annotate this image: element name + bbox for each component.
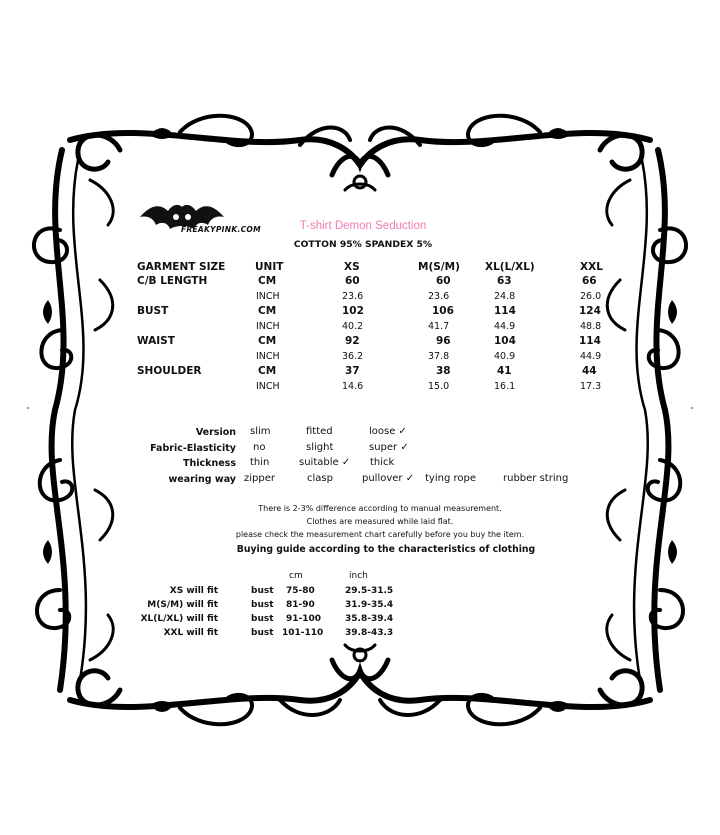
attr-label-wearing-way: wearing way — [168, 474, 236, 485]
table-cell: 14.6 — [342, 381, 364, 392]
attr-label-version: Version — [195, 427, 236, 438]
table-cell: 44.9 — [580, 351, 602, 362]
table-cell: 15.0 — [428, 381, 450, 392]
unit-cm: CM — [258, 275, 277, 287]
table-cell: 24.8 — [494, 291, 516, 302]
table-header-m: M(S/M) — [418, 261, 460, 273]
table-cell: 37.8 — [428, 351, 450, 362]
table-header-xl: XL(L/XL) — [485, 261, 535, 273]
attr-label-thickness: Thickness — [183, 458, 236, 469]
attr-option-selected: loose ✓ — [369, 426, 407, 437]
attr-option: slight — [306, 442, 334, 453]
table-cell: 44.9 — [494, 321, 516, 332]
unit-inch: INCH — [256, 291, 280, 302]
table-cell: 44 — [582, 365, 597, 377]
edge-mark-right: " — [690, 406, 694, 415]
unit-cm: CM — [258, 305, 277, 317]
guide-cell: 91-100 — [286, 614, 322, 624]
table-header-unit: UNIT — [255, 261, 284, 273]
guide-cell: bust — [251, 628, 274, 638]
attr-option-selected: super ✓ — [369, 442, 409, 453]
table-cell: 60 — [345, 275, 360, 287]
table-cell: 124 — [579, 305, 601, 317]
table-cell: 40.2 — [342, 321, 364, 332]
note-line: There is 2-3% difference according to manual measurement. — [258, 504, 502, 513]
attr-option: clasp — [307, 473, 333, 484]
guide-cell: bust — [251, 614, 274, 624]
attr-option: zipper — [244, 473, 275, 484]
attr-option: thick — [370, 457, 395, 468]
table-cell: 41.7 — [428, 321, 450, 332]
table-cell: 92 — [345, 335, 360, 347]
attr-option: tying rope — [425, 473, 476, 484]
guide-row-label: M(S/M) will fit — [147, 600, 218, 610]
note-line: Clothes are measured while laid flat. — [306, 517, 454, 526]
note-line: please check the measurement chart carefully before you buy the item. — [235, 530, 525, 539]
attr-option: rubber string — [503, 473, 569, 484]
table-cell: 36.2 — [342, 351, 364, 362]
guide-cell: bust — [251, 600, 274, 610]
guide-cell: 35.8-39.4 — [345, 614, 394, 624]
product-title: T-shirt Demon Seduction — [299, 220, 427, 232]
table-cell: 41 — [497, 365, 512, 377]
guide-row-label: XL(L/XL) will fit — [140, 614, 218, 624]
attr-option: slim — [250, 426, 271, 437]
guide-cell: bust — [251, 586, 274, 596]
table-cell: 23.6 — [428, 291, 450, 302]
table-header-xxl: XXL — [580, 261, 603, 273]
guide-cell: 39.8-43.3 — [345, 628, 394, 638]
table-cell: 23.6 — [342, 291, 364, 302]
row-label-shoulder: SHOULDER — [137, 365, 202, 377]
guide-cell: 31.9-35.4 — [345, 600, 394, 610]
unit-inch: INCH — [256, 351, 280, 362]
guide-row-label: XXL will fit — [163, 628, 218, 638]
material-composition: COTTON 95% SPANDEX 5% — [293, 239, 433, 250]
guide-cell: 101-110 — [282, 628, 324, 638]
attr-option-selected: pullover ✓ — [362, 473, 415, 484]
table-cell: 104 — [494, 335, 516, 347]
table-cell: 16.1 — [494, 381, 516, 392]
table-cell: 96 — [436, 335, 451, 347]
edge-mark-left: " — [26, 406, 30, 415]
table-cell: 48.8 — [580, 321, 602, 332]
table-cell: 114 — [579, 335, 601, 347]
attr-option-selected: suitable ✓ — [299, 457, 351, 468]
table-cell: 102 — [342, 305, 364, 317]
unit-cm: CM — [258, 365, 277, 377]
row-label-bust: BUST — [137, 305, 169, 317]
table-cell: 38 — [436, 365, 451, 377]
table-cell: 114 — [494, 305, 516, 317]
unit-cm: CM — [258, 335, 277, 347]
row-label-waist: WAIST — [137, 335, 175, 347]
table-cell: 63 — [497, 275, 512, 287]
guide-header-cm: cm — [289, 571, 303, 581]
table-cell: 40.9 — [494, 351, 516, 362]
table-cell: 37 — [345, 365, 360, 377]
table-header-garment-size: GARMENT SIZE — [137, 261, 226, 273]
guide-row-label: XS will fit — [169, 586, 218, 596]
attr-label-fabric-elasticity: Fabric-Elasticity — [150, 443, 236, 454]
guide-cell: 75-80 — [286, 586, 315, 596]
attr-option: thin — [250, 457, 270, 468]
table-cell: 60 — [436, 275, 451, 287]
row-label-cb-length: C/B LENGTH — [137, 275, 208, 287]
table-cell: 17.3 — [580, 381, 602, 392]
table-header-xs: XS — [344, 261, 360, 273]
buying-guide-heading: Buying guide according to the characteristics of clothing — [236, 544, 536, 555]
brand-logo-text: FREAKYPINK.COM — [181, 225, 261, 234]
guide-cell: 81-90 — [286, 600, 315, 610]
attr-option: no — [253, 442, 266, 453]
table-cell: 66 — [582, 275, 597, 287]
guide-header-inch: inch — [349, 571, 368, 581]
unit-inch: INCH — [256, 321, 280, 332]
table-cell: 26.0 — [580, 291, 602, 302]
unit-inch: INCH — [256, 381, 280, 392]
table-cell: 106 — [432, 305, 454, 317]
guide-cell: 29.5-31.5 — [345, 586, 394, 596]
attr-option: fitted — [306, 426, 333, 437]
